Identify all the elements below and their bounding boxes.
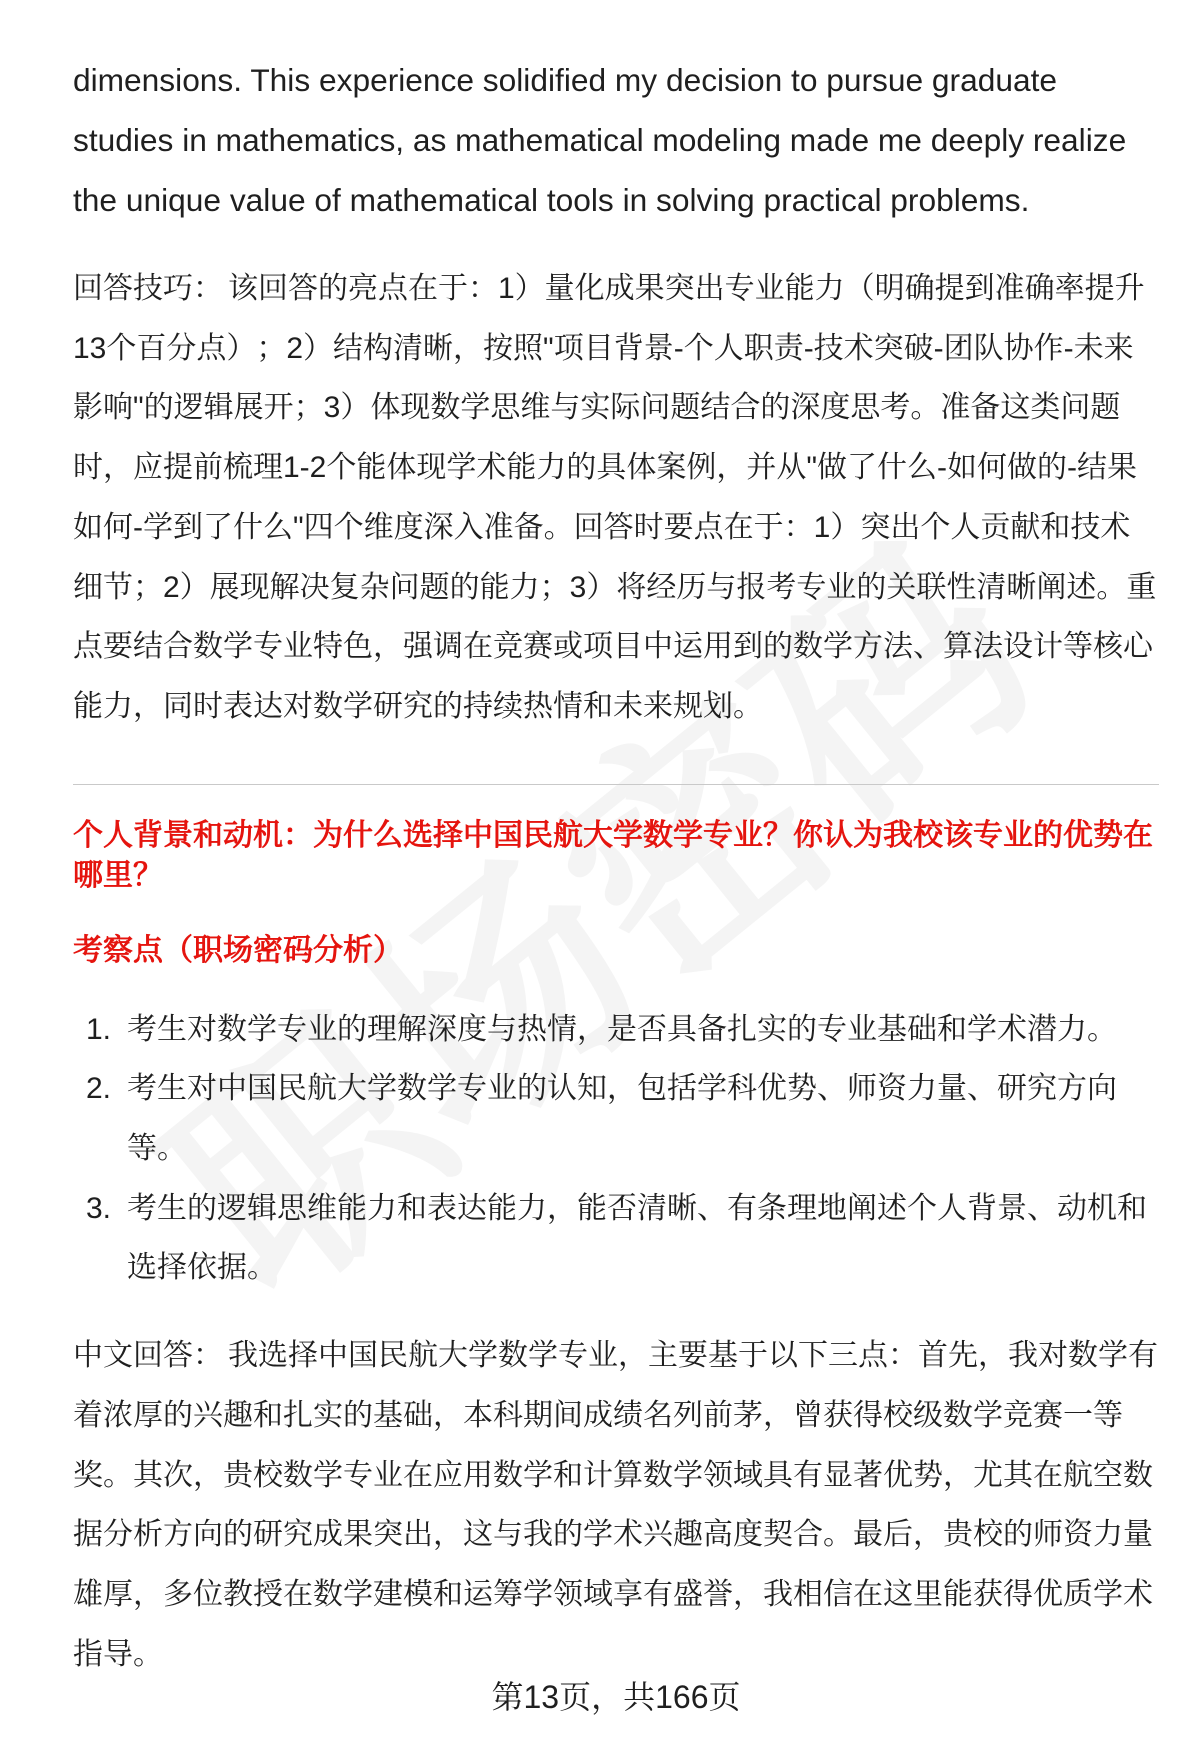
answer-tips-paragraph bbox=[73, 259, 1159, 737]
intro-paragraph: dimensions. This experience solidified my decision to pursue graduate studies in mathematics, as mathematical modeling made me deeply realize the unique value of mathematical tools in solving practical problems. bbox=[73, 62, 1127, 218]
answer-tips-label: 回答技巧： bbox=[73, 272, 223, 305]
list-item-text: 考生对中国民航大学数学专业的认知，包括学科优势、师资力量、研究方向等。 bbox=[127, 1072, 1117, 1166]
criteria-list bbox=[73, 1000, 1159, 1299]
question-title: 个人背景和动机：为什么选择中国民航大学数学专业？你认为我校该专业的优势在哪里？ bbox=[73, 818, 1153, 892]
list-item bbox=[73, 1059, 1159, 1178]
list-item-number: 3. bbox=[86, 1191, 112, 1225]
section-divider bbox=[73, 784, 1159, 785]
list-item-number: 1. bbox=[86, 1012, 112, 1046]
list-item-text: 考生对数学专业的理解深度与热情，是否具备扎实的专业基础和学术潜力。 bbox=[127, 1012, 1117, 1046]
chinese-answer-text: 我选择中国民航大学数学专业，主要基于以下三点：首先，我对数学有着浓厚的兴趣和扎实的基础，本科期间成绩名列前茅，曾获得校级数学竞赛一等奖。其次，贵校数学专业在应用数学和计算数学领域具有显著优势，尤其在航空数据分析方向的研究成果突出，这与我的学术兴趣高度契合。最后，贵校的师资力量雄厚，多位教授在数学建模和运筹学领域享有盛誉，我相信在这里能获得优质学术指导。 bbox=[73, 1339, 1158, 1671]
chinese-answer-paragraph bbox=[73, 1326, 1159, 1684]
list-item-text: 考生的逻辑思维能力和表达能力，能否清晰、有条理地阐述个人背景、动机和选择依据。 bbox=[127, 1191, 1147, 1285]
page-footer: 第13页，共166页 bbox=[491, 1679, 741, 1715]
page-content bbox=[73, 50, 1159, 1684]
list-item bbox=[73, 1179, 1159, 1298]
list-item bbox=[73, 1000, 1159, 1060]
criteria-heading: 考察点（职场密码分析） bbox=[73, 933, 403, 967]
list-item-number: 2. bbox=[86, 1072, 112, 1106]
answer-tips-text: 该回答的亮点在于：1）量化成果突出专业能力（明确提到准确率提升13个百分点）；2）结构清晰，按照"项目背景-个人职责-技术突破-团队协作-未来影响"的逻辑展开；3）体现数学思维与实际问题结合的深度思考。准备这类问题时，应提前梳理1-2个能体现学术能力的具体案例，并从"做了什么-如何做的-结果如何-学到了什么"四个维度深入准备。回答时要点在于：1）突出个人贡献和技术细节；2）展现解决复杂问题的能力；3）将经历与报考专业的关联性清晰阐述。重点要结合数学专业特色，强调在竞赛或项目中运用到的数学方法、算法设计等核心能力，同时表达对数学研究的持续热情和未来规划。 bbox=[73, 272, 1157, 723]
chinese-answer-label: 中文回答： bbox=[73, 1339, 223, 1373]
